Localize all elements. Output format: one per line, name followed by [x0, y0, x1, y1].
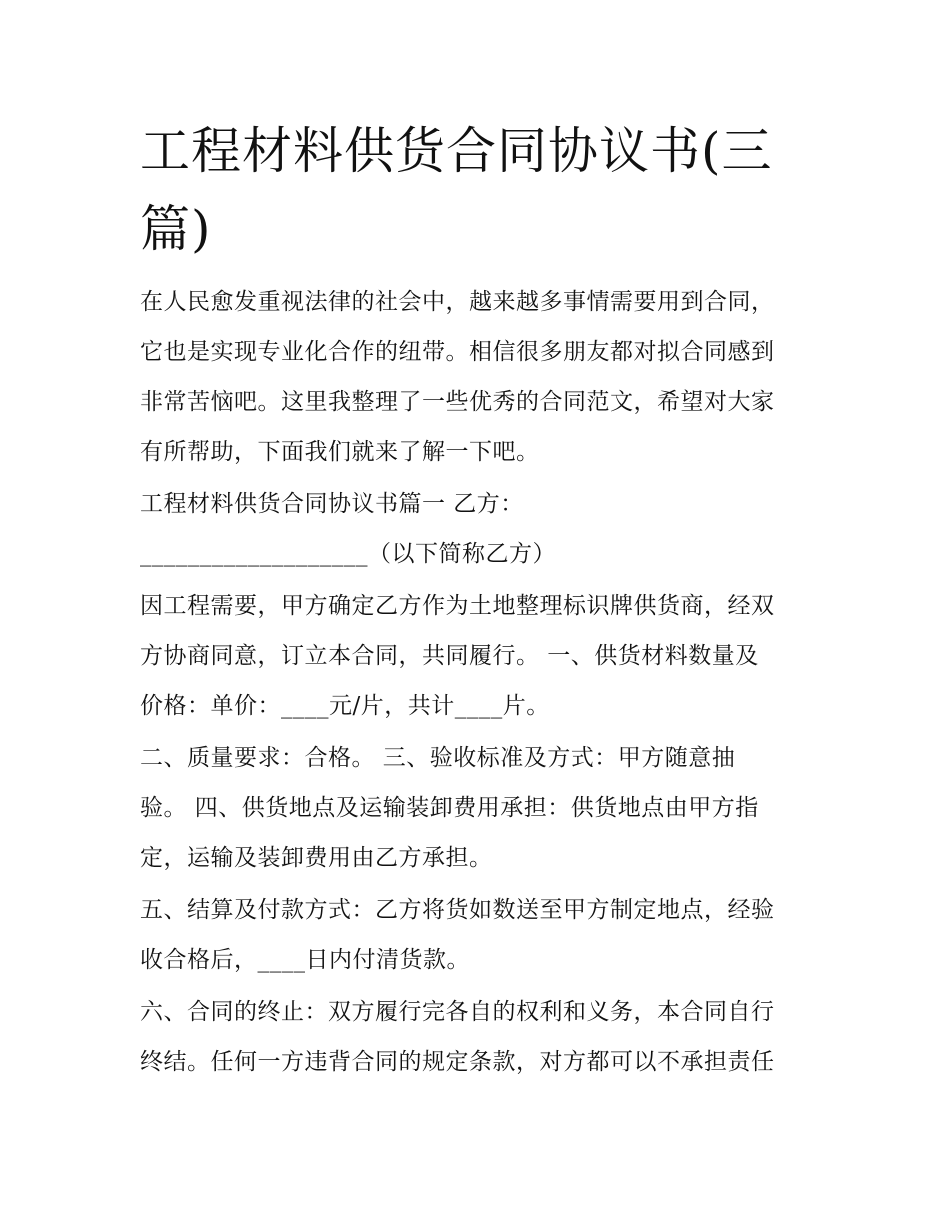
paragraph-line: 它也是实现专业化合作的纽带。相信很多朋友都对拟合同感到 [140, 339, 775, 365]
paragraph-line: 五、结算及付款方式：乙方将货如数送至甲方制定地点，经验 [140, 897, 775, 923]
paragraph-line: 因工程需要，甲方确定乙方作为土地整理标识牌供货商，经双 [140, 593, 775, 619]
document-title: 工程材料供货合同协议书(三篇) [140, 122, 773, 258]
party-b-line: ___________________（以下简称乙方） [140, 541, 556, 567]
paragraph-line: 六、合同的终止：双方履行完各自的权利和义务，本合同自行 [140, 999, 775, 1025]
paragraph-line: 在人民愈发重视法律的社会中，越来越多事情需要用到合同， [140, 289, 775, 315]
paragraph-line: 终结。任何一方违背合同的规定条款，对方都可以不承担责任 [140, 1049, 775, 1075]
paragraph-line: 定，运输及装卸费用由乙方承担。 [140, 845, 493, 871]
paragraph-line: 价格：单价：____元/片，共计____片。 [140, 693, 550, 719]
paragraph-line: 验。 四、供货地点及运输装卸费用承担：供货地点由甲方指 [140, 795, 759, 821]
paragraph-line: 二、质量要求：合格。 三、验收标准及方式：甲方随意抽 [140, 745, 736, 771]
paragraph-line: 收合格后，____日内付清货款。 [140, 947, 470, 973]
paragraph-line: 有所帮助，下面我们就来了解一下吧。 [140, 439, 540, 465]
section-heading-line: 工程材料供货合同协议书篇一 乙方： [140, 491, 524, 517]
paragraph-line: 方协商同意，订立本合同，共同履行。 一、供货材料数量及 [140, 643, 759, 669]
paragraph-line: 非常苦恼吧。这里我整理了一些优秀的合同范文，希望对大家 [140, 389, 775, 415]
